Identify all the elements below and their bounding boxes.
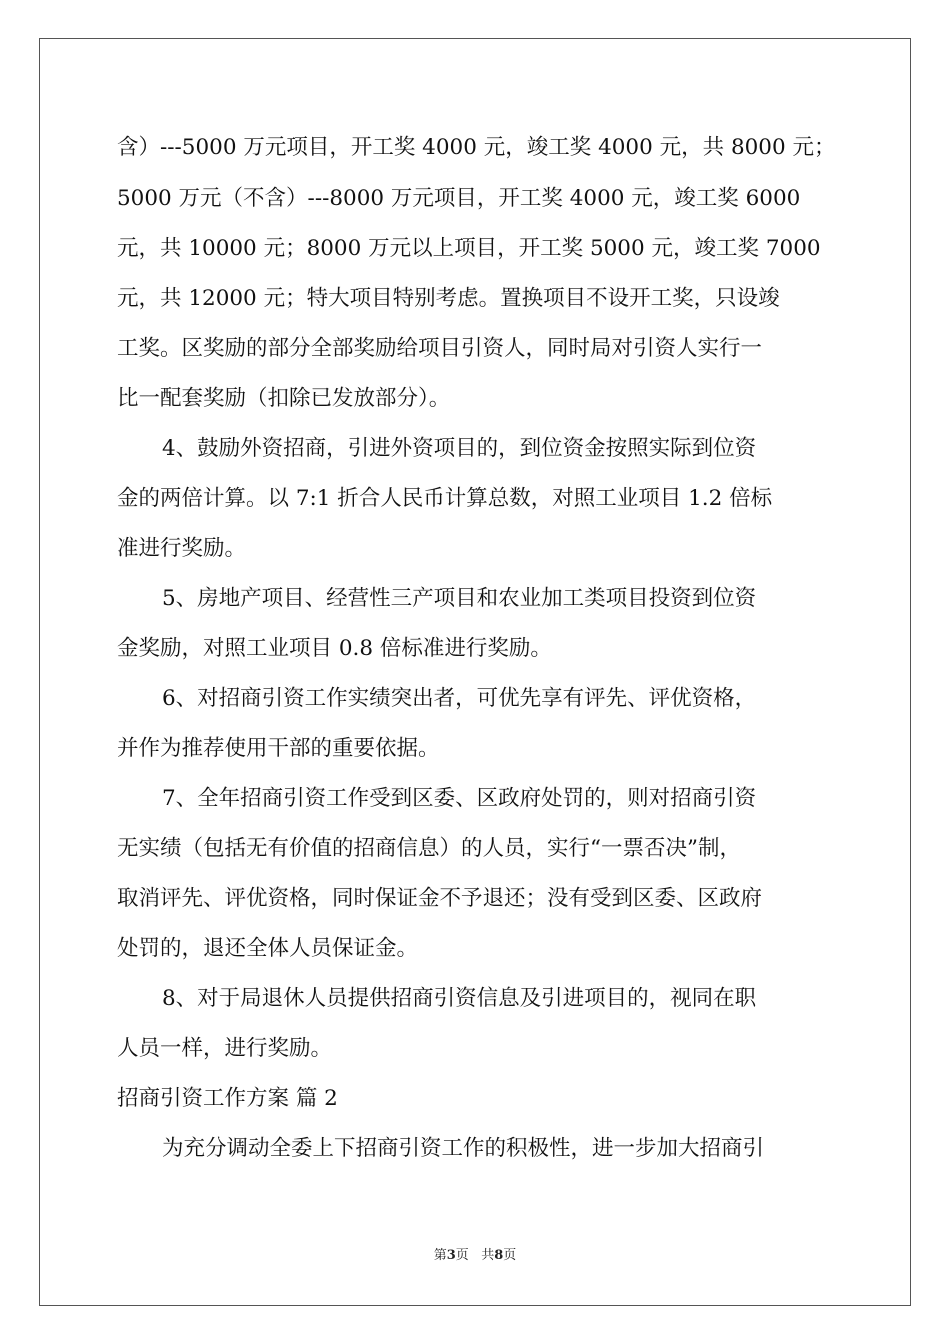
text-line: 8、对于局退休人员提供招商引资信息及引进项目的，视同在职 <box>162 986 757 1011</box>
footer-page-prefix: 第 <box>433 1248 447 1263</box>
text-line: 元，共 12000 元；特大项目特别考虑。置换项目不设开工奖，只设竣 <box>117 286 780 311</box>
text-line: 人员一样，进行奖励。 <box>117 1036 333 1061</box>
text-line: 工奖。区奖励的部分全部奖励给项目引资人，同时局对引资人实行一 <box>117 336 763 361</box>
page-footer <box>0 1244 950 1263</box>
text-line: 比一配套奖励（扣除已发放部分）。 <box>117 386 451 411</box>
text-line: 取消评先、评优资格，同时保证金不予退还；没有受到区委、区政府 <box>117 886 763 911</box>
text-line: 7、全年招商引资工作受到区委、区政府处罚的，则对招商引资 <box>162 786 757 811</box>
text-line: 5、房地产项目、经营性三产项目和农业加工类项目投资到位资 <box>162 586 757 611</box>
footer-page-number: 3 <box>446 1248 456 1263</box>
text-line: 4、鼓励外资招商，引进外资项目的，到位资金按照实际到位资 <box>162 436 757 461</box>
footer-total-number: 8 <box>494 1248 504 1263</box>
footer-total-suffix: 页 <box>503 1248 517 1263</box>
text-line: 6、对招商引资工作实绩突出者，可优先享有评先、评优资格， <box>162 686 757 711</box>
text-line: 并作为推荐使用干部的重要依据。 <box>117 736 440 761</box>
text-line: 金的两倍计算。以 7:1 折合人民币计算总数，对照工业项目 1.2 倍标 <box>117 486 773 511</box>
text-line: 5000 万元（不含）---8000 万元项目，开工奖 4000 元，竣工奖 6000 <box>117 186 801 211</box>
text-line: 含）---5000 万元项目，开工奖 4000 元，竣工奖 4000 元，共 8000 元； <box>117 135 836 160</box>
text-line: 为充分调动全委上下招商引资工作的积极性，进一步加大招商引 <box>162 1136 765 1161</box>
page-frame <box>39 38 911 1306</box>
footer-total-prefix: 共 <box>481 1248 495 1263</box>
footer-page-suffix: 页 <box>455 1248 469 1263</box>
text-line: 金奖励，对照工业项目 0.8 倍标准进行奖励。 <box>117 636 552 661</box>
text-line: 无实绩（包括无有价值的招商信息）的人员，实行“一票否决”制， <box>117 836 741 861</box>
section-heading: 招商引资工作方案 篇 2 <box>117 1086 338 1111</box>
text-line: 元，共 10000 元；8000 万元以上项目，开工奖 5000 元，竣工奖 7000 <box>117 236 821 261</box>
text-line: 处罚的，退还全体人员保证金。 <box>117 936 419 961</box>
text-line: 准进行奖励。 <box>117 536 247 561</box>
